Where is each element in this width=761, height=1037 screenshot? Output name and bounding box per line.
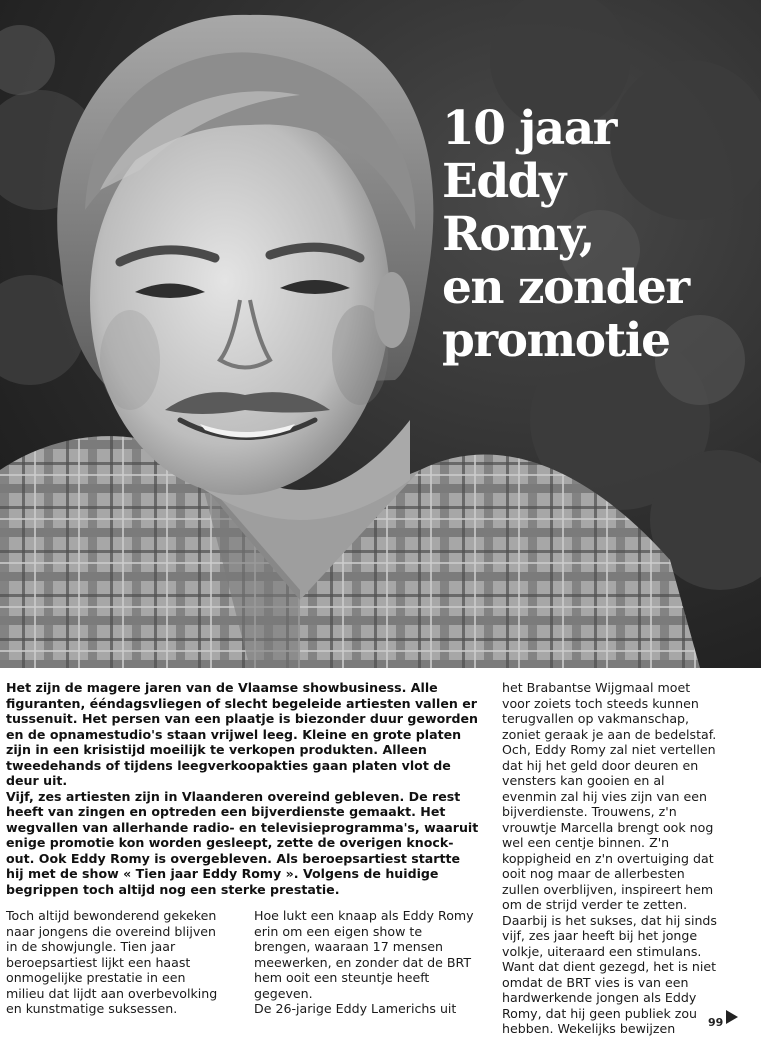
article-lead: Het zijn de magere jaren van de Vlaamse showbusiness. Alle figuranten, ééndagsvliegen of slecht begeleide artiesten vallen er tussenuit. Het persen van een plaatje is biezonder duur geworden en de opnamestudio's staan vrijwel leeg. Kleine en grote platen zijn in een krisistijd moeilijk te verkopen produkten. Alleen tweedehands of tijdens leegverkoopakties gaan platen vlot de deur uit. Vijf, zes artiesten zijn in Vlaanderen overeind gebleven. De rest heeft van zingen en optreden een bijverdienste gemaakt. Het wegvallen van allerhande radio- en televisieprogramma's, waaruit enige promotie kon worden gesleept, zette de overigen knock-out. Ook Eddy Romy is overgebleven. Als beroepsartiest startte hij met de show « Tien jaar Eddy Romy ». Volgens de huidige begrippen toch altijd nog een sterke prestatie. (6, 680, 479, 897)
body-column-2: Hoe lukt een knaap als Eddy Romy erin om een eigen show te brengen, waaraan 17 mensen meewerken, en zonder dat de BRT hem ooit een steuntje heeft gegeven. De 26-jarige Eddy Lamerichs uit (254, 908, 474, 1016)
body-column-1: Toch altijd bewonderend gekeken naar jongens die overeind blijven in de showjungle. Tien jaar beroepsartiest lijkt een haast onmogelijke prestatie in een milieu dat lijdt aan overbevolking en kunstmatige suksessen. (6, 908, 218, 1016)
body-column-3: het Brabantse Wijgmaal moet voor zoiets toch steeds kunnen terugvallen op vakmanschap, zoniet geraak je aan de bedelstaf. Och, Eddy Romy zal niet vertellen dat hij het geld door deuren en vensters kan gooien en al evenmin zal hij vies zijn van een bijverdienste. Trouwens, z'n vrouwtje Marcella brengt ook nog wel een centje binnen. Z'n koppigheid en z'n overtuiging dat ooit nog maar de allerbesten zullen overblijven, inspireert hem om de strijd verder te zetten. Daarbij is het sukses, dat hij sinds vijf, zes jaar heeft bij het jonge volkje, uiteraard een stimulans. Want dat dient gezegd, het is niet omdat de BRT vies is van een hardwerkende jongen als Eddy Romy, dat hij geen publiek zou hebben. Wekelijks bewijzen (502, 680, 717, 1036)
triangle-right-icon (726, 1010, 738, 1024)
page-number: 99 (708, 1016, 724, 1029)
article-headline: 10 jaar Eddy Romy, en zonder promotie (442, 101, 689, 368)
